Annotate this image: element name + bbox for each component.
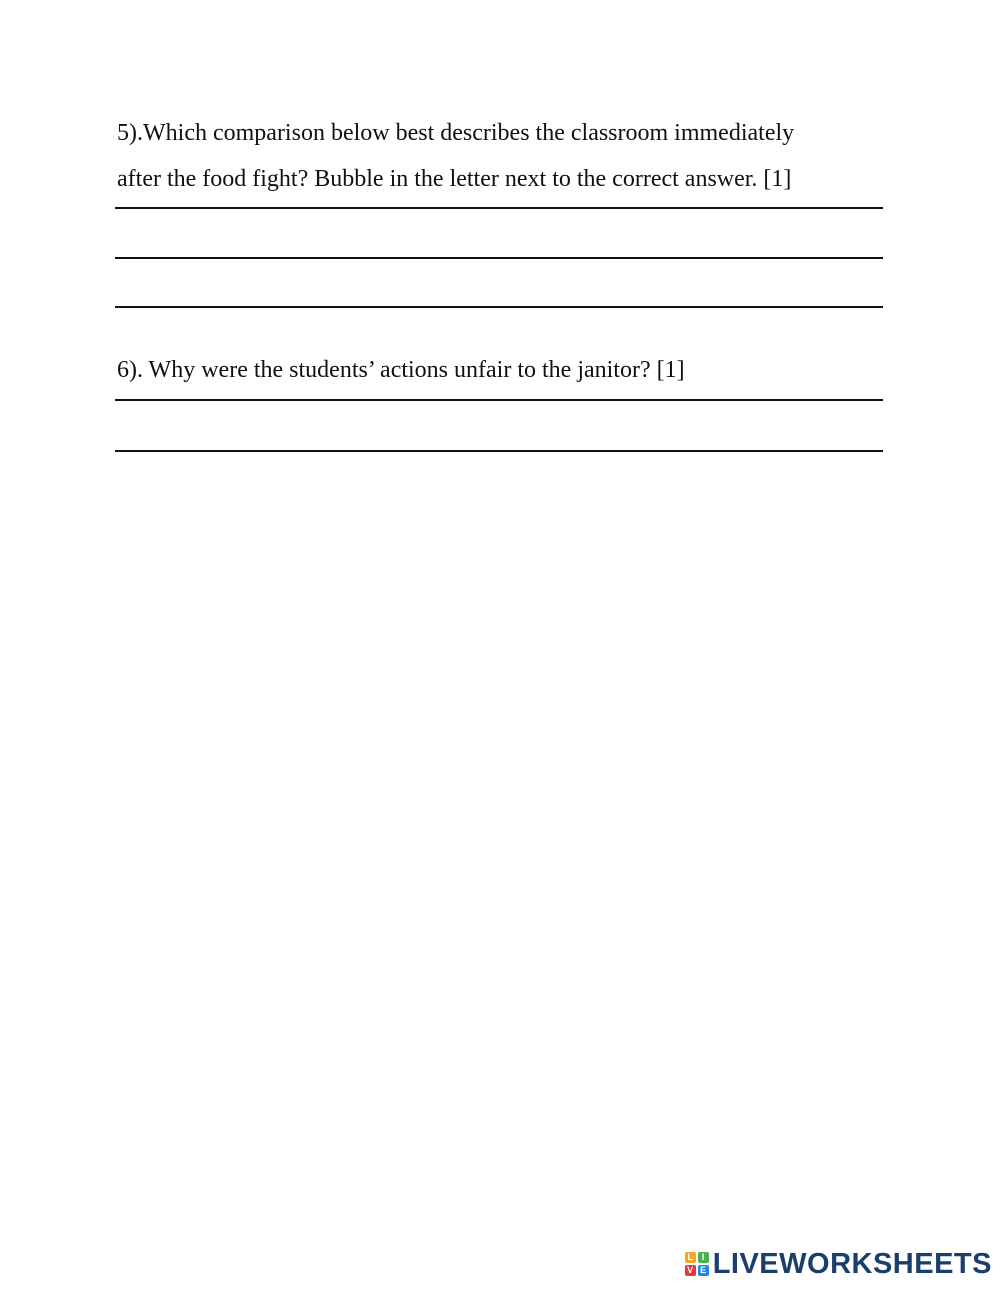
question-6-line-1: 6). Why were the students’ actions unfair to the janitor? [1] [117,357,685,383]
logo-letter-l: L [685,1252,696,1263]
question-5-line-1: 5).Which comparison below best describes the classroom immediately [117,120,795,146]
question-5-answer-line-1[interactable] [115,207,883,209]
brand-name: LIVEWORKSHEETS [712,1248,992,1280]
liveworksheets-brand [685,1249,992,1279]
question-6-answer-line-2[interactable] [115,450,883,452]
logo-letter-e: E [698,1265,709,1276]
question-5-answer-line-2[interactable] [115,257,883,259]
question-5-line-2: after the food fight? Bubble in the letter next to the correct answer. [1] [117,166,792,192]
question-6-answer-line-1[interactable] [115,399,883,401]
logo-letter-v: V [685,1265,696,1276]
question-5-answer-line-3[interactable] [115,306,883,308]
logo-letter-i: I [698,1252,709,1263]
liveworksheets-logo-icon [685,1252,709,1276]
